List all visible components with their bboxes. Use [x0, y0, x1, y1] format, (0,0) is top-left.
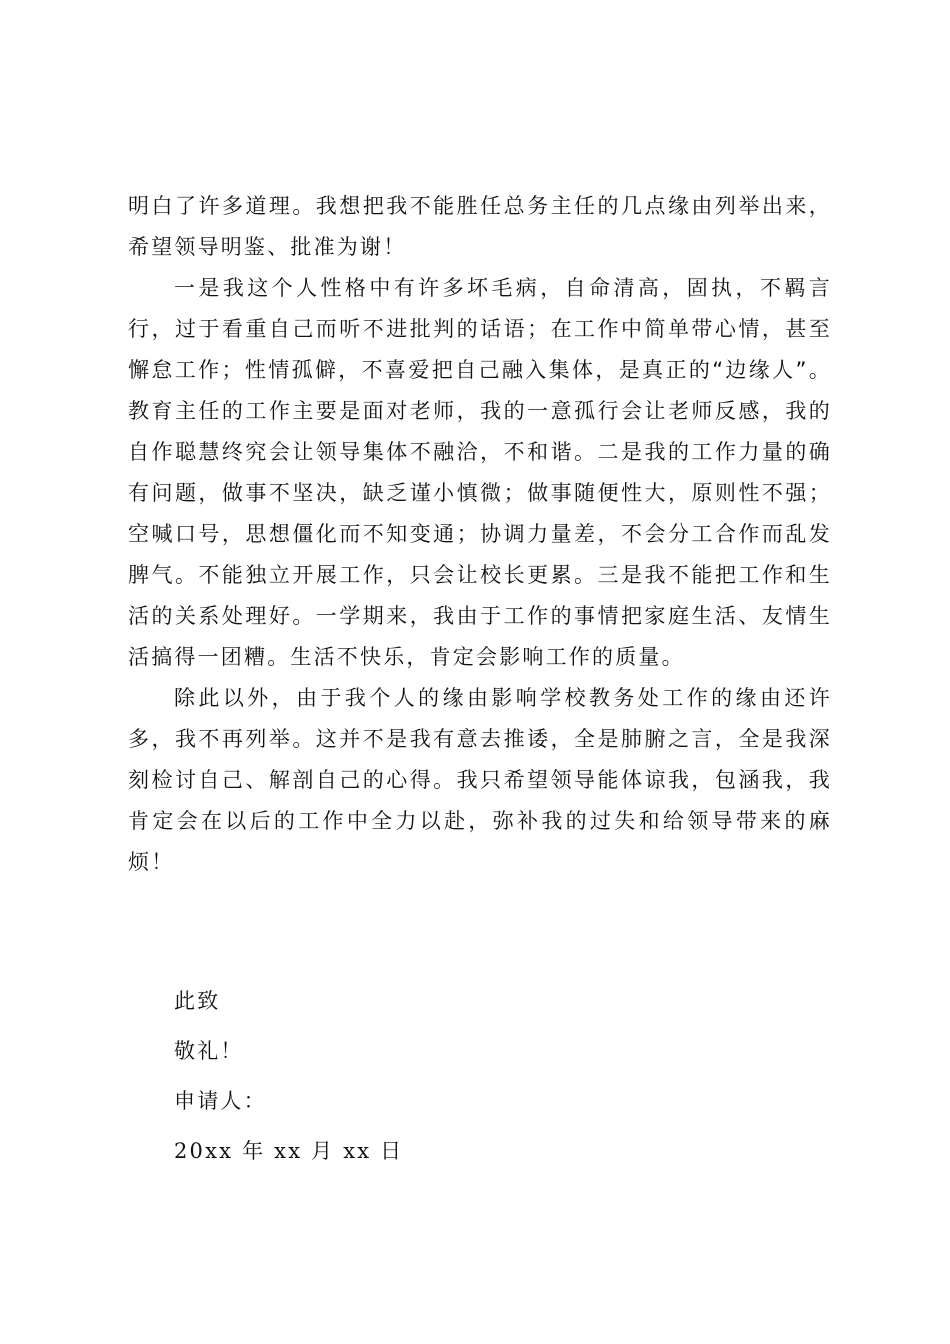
applicant-label: 申请人：	[174, 1089, 267, 1113]
letter-body	[128, 186, 832, 883]
paragraph-reasons: 一是我这个人性格中有许多坏毛病，自命清高，固执，不羁言行，过于看重自己而听不进批判的话语；在工作中简单带心情，甚至懈怠工作；性情孤僻，不喜爱把自己融入集体，是真正的“边缘人”。教育主任的工作主要是面对老师，我的一意孤行会让老师反感，我的自作聪慧终究会让领导集体不融洽，不和谐。二是我的工作力量的确有问题，做事不坚决，缺乏谨小慎微；做事随便性大，原则性不强；空喊口号，思想僵化而不知变通；协调力量差，不会分工合作而乱发脾气。不能独立开展工作，只会让校长更累。三是我不能把工作和生活的关系处理好。一学期来，我由于工作的事情把家庭生活、友情生活搞得一团糟。生活不快乐，肯定会影响工作的质量。	[128, 276, 832, 669]
closing-salutation: 此致	[174, 989, 221, 1013]
paragraph-conclusion: 除此以外，由于我个人的缘由影响学校教务处工作的缘由还许多，我不再列举。这并不是我有意去推诿，全是肺腑之言，全是我深刻检讨自己、解剖自己的心得。我只希望领导能体谅我，包涵我，我肯定会在以后的工作中全力以赴，弥补我的过失和给领导带来的麻烦！	[128, 686, 832, 874]
date-line: 20xx 年 xx 月 xx 日	[174, 1139, 404, 1163]
closing-respect: 敬礼！	[174, 1039, 244, 1063]
paragraph-continuation: 明白了许多道理。我想把我不能胜任总务主任的几点缘由列举出来，希望领导明鉴、批准为谢！	[128, 194, 832, 259]
